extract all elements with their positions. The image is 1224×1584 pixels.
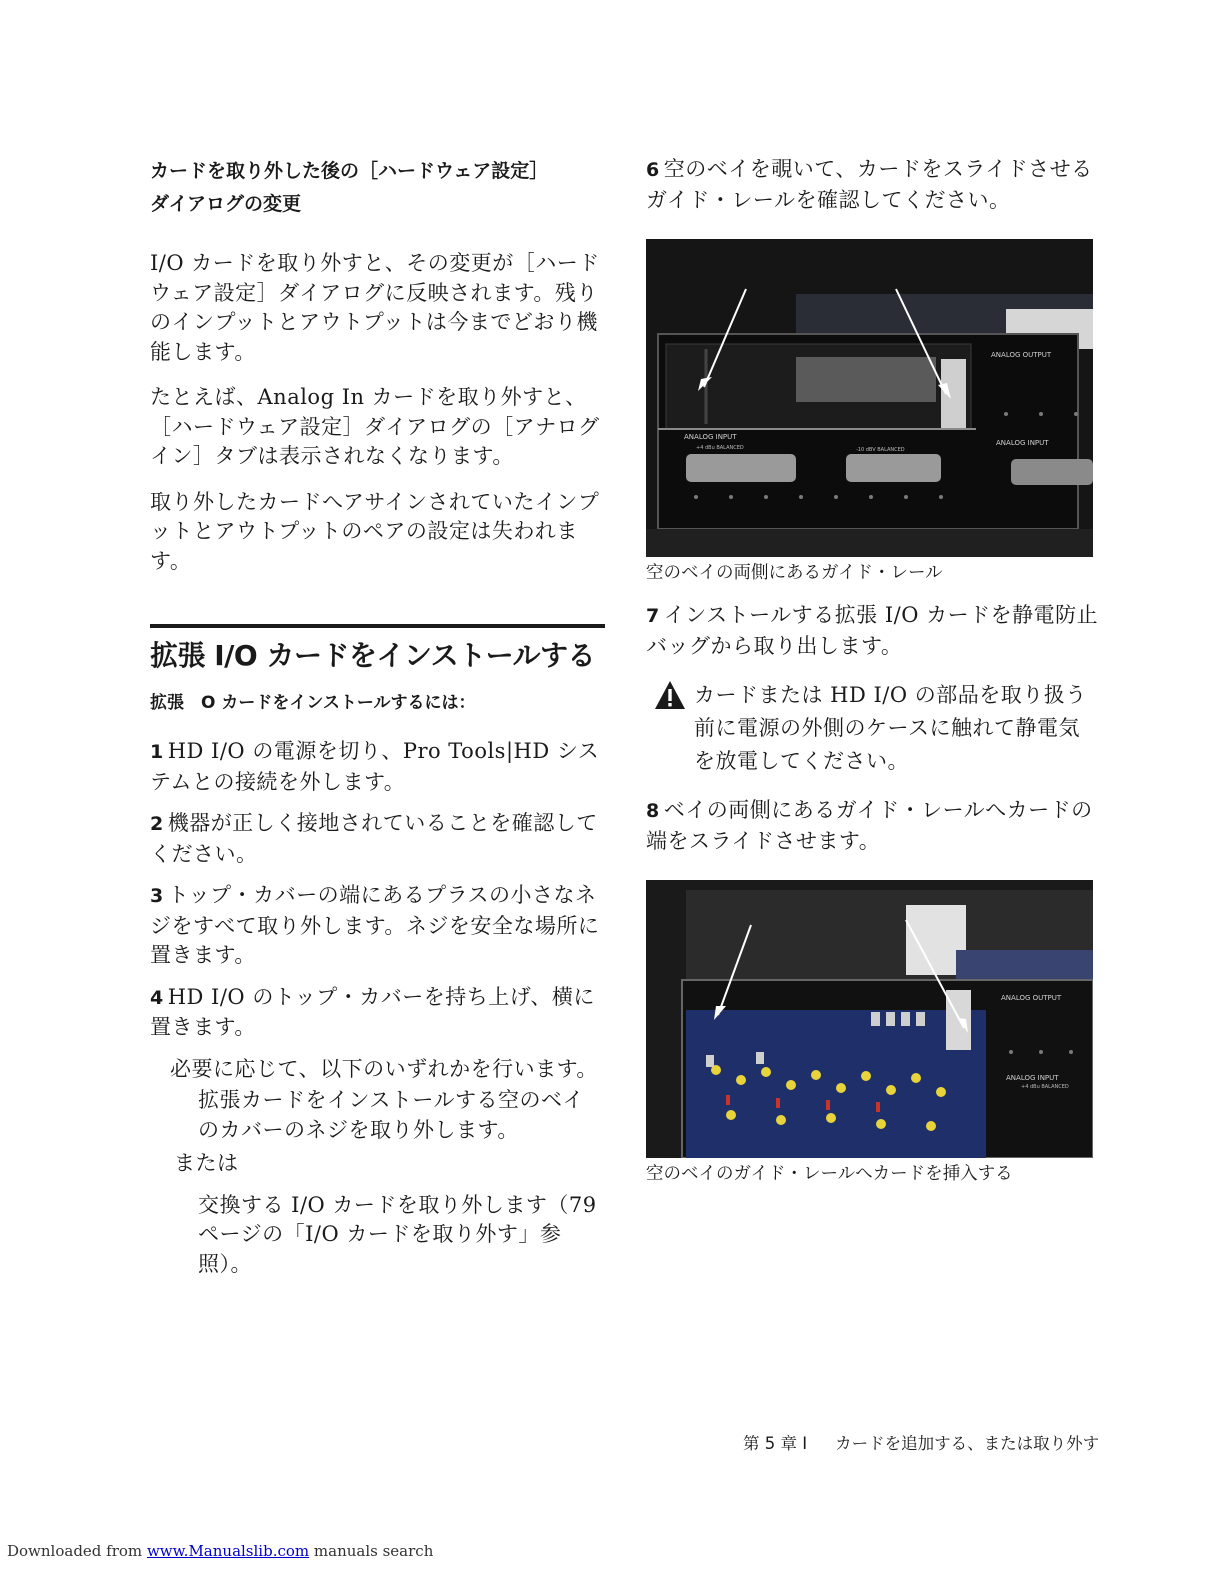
download-prefix: Downloaded from <box>7 1542 143 1560</box>
step-8 <box>646 796 1101 856</box>
step-text: インストールする拡張 I/O カードを静電防止バッグから取り出します。 <box>646 603 1099 658</box>
warning-note <box>646 679 1101 778</box>
footer-chapter: 第 5 章 I <box>743 1434 808 1453</box>
step-3 <box>150 881 605 971</box>
step-7 <box>646 601 1101 661</box>
step-text: HD I/O のトップ・カバーを持ち上げ、横に置きます。 <box>150 984 595 1039</box>
step-number: 6 <box>646 159 660 181</box>
step-text: トップ・カバーの端にあるプラスの小さなネジをすべて取り外します。ネジを安全な場所に置きます。 <box>150 883 600 967</box>
sub-step-or: または <box>174 1151 239 1175</box>
download-notice <box>7 1542 433 1560</box>
warning-text: カードまたは HD I/O の部品を取り扱う前に電源の外側のケースに触れて静電気を放電してください。 <box>694 683 1087 773</box>
paragraph-lost-settings: 取り外したカードへアサインされていたインプットとアウトプットのペアの設定は失われます。 <box>150 489 600 573</box>
step-number: 8 <box>646 800 660 822</box>
step-text: 空のベイを覗いて、カードをスライドさせるガイド・レールを確認してください。 <box>646 157 1093 212</box>
procedure-title: 拡張 O カードをインストールするには： <box>150 693 476 713</box>
label-analog-output: ANALOG OUTPUT <box>991 351 1052 359</box>
step-number: 1 <box>150 741 164 763</box>
download-suffix: manuals search <box>313 1542 434 1560</box>
step-6 <box>646 155 1101 215</box>
step-number: 7 <box>646 605 660 627</box>
photo1-caption: 空のベイの両側にあるガイド・レール <box>646 563 943 583</box>
photo2-caption: 空のベイのガイド・レールへカードを挿入する <box>646 1164 1013 1184</box>
section-title: 拡張 I/O カードをインストールする <box>150 639 596 672</box>
right-column <box>646 155 1101 1186</box>
label-balanced: +4 dBu BALANCED <box>1021 1084 1069 1090</box>
step-2 <box>150 809 605 869</box>
footer-title: カードを追加する、または取り外す <box>835 1434 1100 1453</box>
photo-empty-bay <box>646 239 1093 557</box>
step-1 <box>150 737 605 797</box>
warning-icon <box>654 680 686 710</box>
empty-bay-illustration <box>646 239 1093 557</box>
sub-step-option-2: 交換する I/O カードを取り外します（79 ページの「I/O カードを取り外す」参照）。 <box>198 1192 597 1276</box>
label-balanced-plus4: +4 dBu BALANCED <box>696 445 744 451</box>
step-text: HD I/O の電源を切り、Pro Tools|HD システムとの接続を外します。 <box>150 739 600 794</box>
step-4 <box>150 983 605 1043</box>
manualslib-link[interactable]: www.Manualslib.com <box>146 1542 310 1560</box>
paragraph-intro: I/O カードを取り外すと、その変更が［ハードウェア設定］ダイアログに反映されます。残りのインプットとアウトプットは今までどおり機能します。 <box>150 251 600 364</box>
subsection-heading-line1: カードを取り外した後の［ハードウェア設定］ <box>150 160 549 182</box>
section-rule <box>150 624 605 628</box>
sub-step-option-1: 拡張カードをインストールする空のベイのカバーのネジを取り外します。 <box>198 1088 584 1142</box>
photo-insert-card <box>646 880 1093 1158</box>
step-number: 4 <box>150 986 164 1009</box>
step-number: 3 <box>150 885 164 907</box>
step-number: 2 <box>150 813 164 835</box>
paragraph-example: たとえば、Analog In カードを取り外すと、［ハードウェア設定］ダイアログの［アナログ イン］タブは表示されなくなります。 <box>150 385 600 468</box>
label-analog-input: ANALOG INPUT <box>684 433 737 441</box>
label-balanced-minus10: -10 dBV BALANCED <box>856 447 905 453</box>
subsection-heading-line2: ダイアログの変更 <box>150 193 302 215</box>
step-text: 機器が正しく接地されていることを確認してください。 <box>150 811 598 866</box>
left-column <box>150 155 605 1279</box>
insert-card-illustration <box>646 880 1093 1158</box>
page-footer <box>743 1430 1099 1454</box>
label-analog-input: ANALOG INPUT <box>1006 1074 1059 1082</box>
sub-step-intro: 必要に応じて、以下のいずれかを行います。 <box>170 1056 598 1081</box>
label-analog-input-2: ANALOG INPUT <box>996 439 1049 447</box>
step-text: ベイの両側にあるガイド・レールへカードの端をスライドさせます。 <box>646 798 1093 853</box>
label-analog-output: ANALOG OUTPUT <box>1001 994 1062 1002</box>
